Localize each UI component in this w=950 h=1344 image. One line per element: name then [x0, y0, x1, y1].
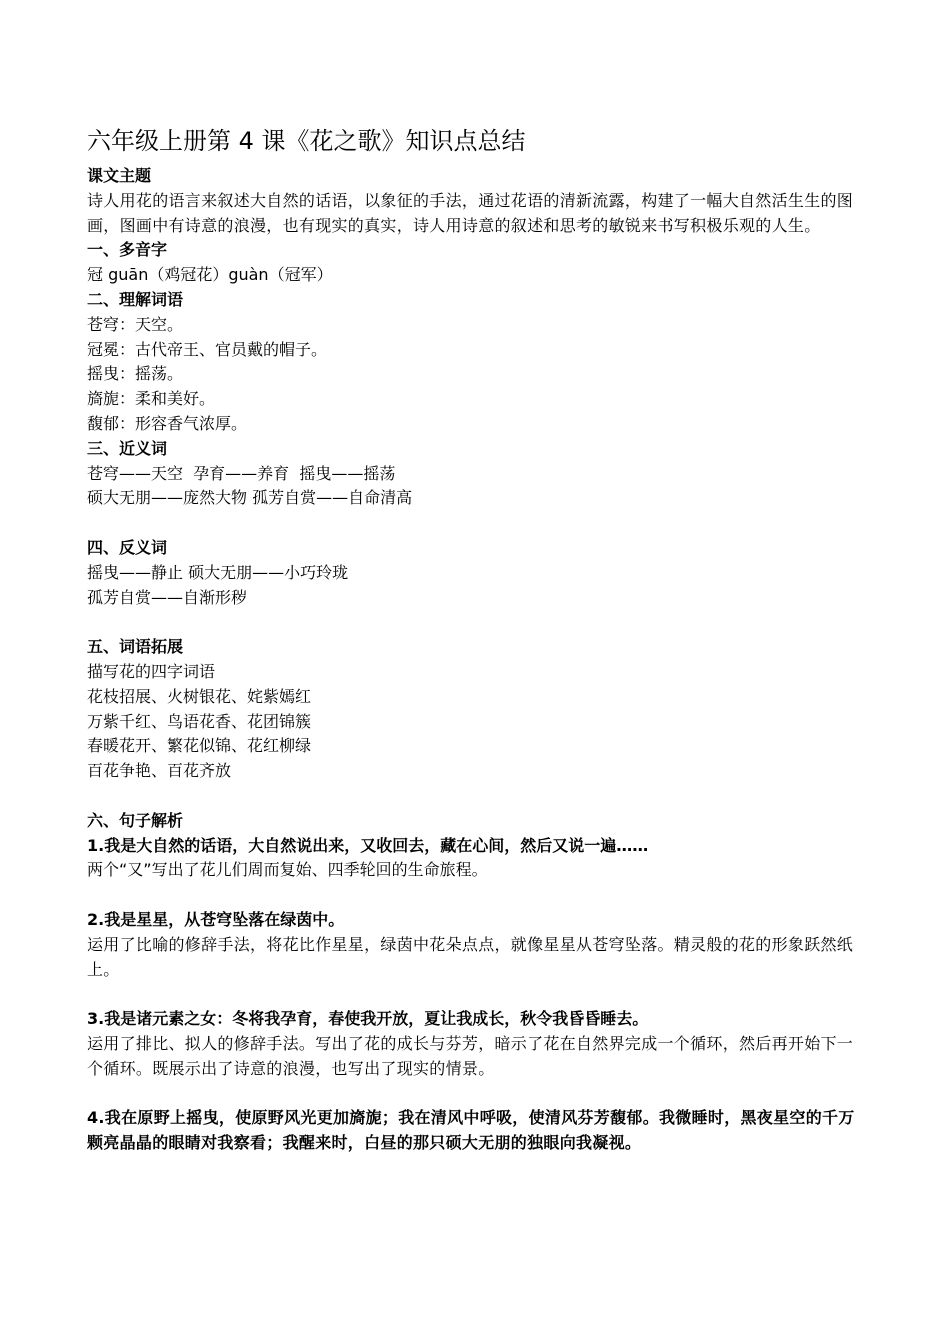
spacer	[87, 784, 867, 809]
spacer	[87, 610, 867, 635]
theme-heading: 课文主题	[87, 166, 152, 185]
sentence-analysis: 运用了排比、拟人的修辞手法。写出了花的成长与芬芳，暗示了花在自然界完成一个循环，然后再开始下一个循环。既展示出了诗意的浪漫，也写出了现实的情景。	[87, 1033, 854, 1078]
vocabulary-line: 旖旎：柔和美好。	[87, 389, 216, 409]
sentence-quote: 1.我是大自然的话语，大自然说出来，又收回去，藏在心间，然后又说一遍……	[87, 835, 649, 855]
sentence-quote: 3.我是诸元素之女：冬将我孕育，春使我开放，夏让我成长，秋令我昏昏睡去。	[87, 1009, 649, 1029]
antonyms-line: 摇曳——静止 硕大无朋——小巧玲珑	[87, 562, 349, 582]
vocabulary-line: 冠冕：古代帝王、官员戴的帽子。	[87, 339, 328, 359]
synonyms-line: 苍穹——天空 孕育——养育 摇曳——摇荡	[87, 463, 396, 483]
theme-paragraph: 诗人用花的语言来叙述大自然的话语，以象征的手法，通过花语的清新流露，构建了一幅大自然活生生的图画，图画中有诗意的浪漫，也有现实的真实，诗人用诗意的叙述和思考的敏锐来书写积极乐观的人生。	[87, 190, 854, 235]
vocabulary-line: 苍穹：天空。	[87, 314, 184, 334]
section-heading-polyphonic: 一、多音字	[87, 240, 168, 260]
section-heading-antonyms: 四、反义词	[87, 537, 168, 557]
section-heading-word-expansion: 五、词语拓展	[87, 637, 184, 657]
document-page	[87, 124, 867, 1156]
spacer	[87, 511, 867, 536]
spacer	[87, 1081, 867, 1106]
section-heading-synonyms: 三、近义词	[87, 438, 168, 458]
synonyms-line: 硕大无朋——庞然大物 孤芳自赏——自命清高	[87, 488, 413, 508]
sentence-quote: 2.我是星星，从苍穹坠落在绿茵中。	[87, 909, 345, 929]
sentence-analysis: 运用了比喻的修辞手法，将花比作星星，绿茵中花朵点点，就像星星从苍穹坠落。精灵般的花的形象跃然纸上。	[87, 934, 854, 979]
expansion-line: 春暖花开、繁花似锦、花红柳绿	[87, 736, 312, 756]
expansion-line: 花枝招展、火树银花、姹紫嫣红	[87, 686, 312, 706]
sentence-analysis: 两个“又”写出了花儿们周而复始、四季轮回的生命旅程。	[87, 860, 488, 880]
section-heading-vocabulary: 二、理解词语	[87, 289, 184, 309]
sentence-quote: 4.我在原野上摇曳，使原野风光更加旖旎；我在清风中呼吸，使清风芬芳馥郁。我微睡时，黑夜星空的千万颗亮晶晶的眼睛对我察看；我醒来时，白昼的那只硕大无朋的独眼向我凝视。	[87, 1108, 855, 1153]
spacer	[87, 982, 867, 1007]
vocabulary-line: 馥郁：形容香气浓厚。	[87, 413, 248, 433]
expansion-line: 描写花的四字词语	[87, 661, 216, 681]
expansion-line: 万紫千红、鸟语花香、花团锦簇	[87, 711, 312, 731]
polyphonic-line: 冠 guān（鸡冠花）guàn（冠军）	[87, 265, 333, 285]
expansion-line: 百花争艳、百花齐放	[87, 761, 232, 781]
spacer	[87, 883, 867, 908]
antonyms-line: 孤芳自赏——自渐形秽	[87, 587, 248, 607]
page-title: 六年级上册第 4 课《花之歌》知识点总结	[87, 127, 526, 155]
section-heading-sentence-analysis: 六、句子解析	[87, 810, 184, 830]
vocabulary-line: 摇曳：摇荡。	[87, 364, 184, 384]
